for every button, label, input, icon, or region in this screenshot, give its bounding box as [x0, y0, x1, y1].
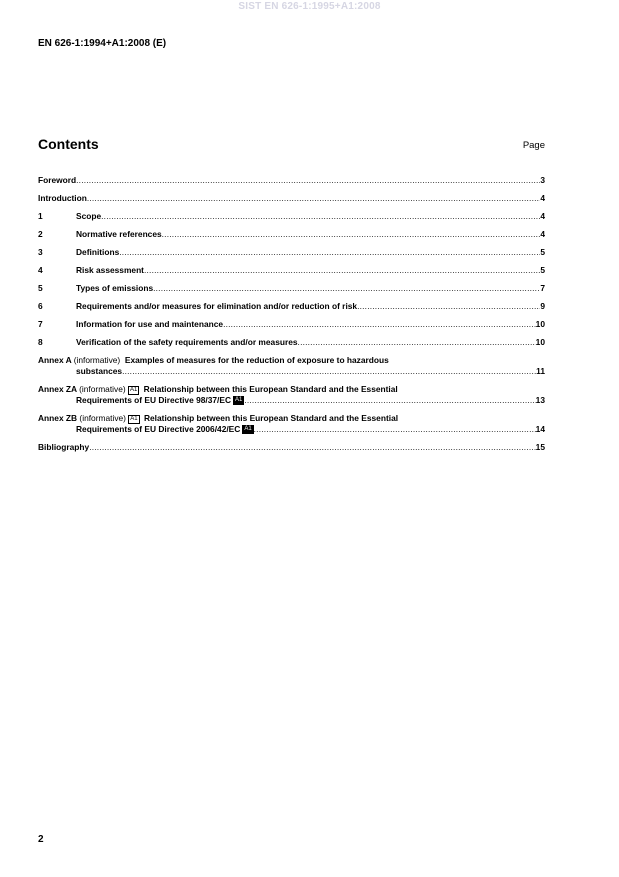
amendment-end-marker: A1 — [244, 426, 252, 432]
amendment-start-marker: A1 — [129, 386, 138, 393]
clause-number: 2 — [38, 229, 43, 239]
toc-title: Types of emissions — [76, 283, 154, 293]
dot-leader — [101, 211, 540, 222]
annex-type: (informative) — [73, 355, 121, 365]
dot-leader — [298, 337, 536, 348]
toc-page: 15 — [535, 441, 545, 452]
toc-page: 5 — [540, 265, 545, 275]
page-column-label: Page — [522, 140, 545, 151]
clause-number: 6 — [38, 301, 43, 311]
table-of-contents — [38, 175, 545, 460]
annex-title-line-2: Requirements of EU Directive 98/37/EC — [76, 394, 231, 405]
toc-page: 10 — [535, 337, 545, 347]
toc-entry-clause-3[interactable] — [38, 247, 545, 258]
dot-leader — [153, 283, 540, 294]
annex-label: Annex A — [38, 355, 72, 365]
dot-leader — [144, 265, 540, 276]
page-number: 2 — [38, 834, 44, 845]
contents-heading: Contents — [38, 136, 99, 152]
toc-entry-clause-8[interactable] — [38, 337, 545, 348]
toc-title: Introduction — [38, 193, 87, 203]
toc-page: 4 — [540, 193, 545, 203]
amendment-start-marker: A1 — [130, 415, 138, 422]
toc-page: 9 — [540, 301, 545, 311]
annex-title-line-1: Relationship between this European Standard and the Essential — [143, 383, 398, 394]
toc-title: Normative references — [76, 229, 162, 239]
annex-title-line-1: Examples of measures for the reduction of exposure to hazardous — [124, 355, 389, 365]
clause-number: 8 — [38, 337, 43, 347]
watermark: SIST EN 626-1:1995+A1:2008 — [238, 1, 381, 12]
toc-title: Foreword — [38, 175, 77, 185]
annex-label: Annex ZA — [38, 383, 77, 394]
dot-leader — [89, 442, 535, 453]
toc-page: 4 — [540, 229, 545, 239]
toc-page: 11 — [536, 365, 545, 376]
dot-leader — [119, 247, 540, 258]
toc-entry-clause-5[interactable] — [38, 283, 545, 294]
clause-number: 4 — [38, 265, 43, 275]
annex-title-line-2: Requirements of EU Directive 2006/42/EC — [76, 423, 241, 434]
toc-page: 14 — [535, 423, 545, 434]
toc-title: Scope — [76, 211, 102, 221]
toc-title: Verification of the safety requirements and/or measures — [76, 337, 298, 347]
annex-type: (informative) — [79, 383, 126, 394]
toc-page: 10 — [535, 319, 545, 329]
annex-title-line-2: substances — [76, 365, 123, 376]
toc-page: 3 — [540, 175, 545, 185]
dot-leader — [254, 424, 536, 435]
toc-title: Information for use and maintenance — [76, 319, 224, 329]
toc-title: Requirements and/or measures for elimination and/or reduction of risk — [76, 301, 358, 311]
toc-entry-annex-za[interactable] — [38, 384, 545, 406]
toc-entry-clause-6[interactable] — [38, 301, 545, 312]
toc-entry-clause-1[interactable] — [38, 211, 545, 222]
toc-page: 7 — [540, 283, 545, 293]
document-id: EN 626-1:1994+A1:2008 (E) — [38, 38, 167, 49]
toc-entry-clause-4[interactable] — [38, 265, 545, 276]
toc-page: 13 — [535, 394, 545, 405]
toc-page: 5 — [540, 247, 545, 257]
amendment-end-marker: A1 — [235, 397, 243, 403]
toc-entry-bibliography[interactable] — [38, 442, 545, 453]
toc-title: Definitions — [76, 247, 120, 257]
toc-page: 4 — [540, 211, 545, 221]
dot-leader — [357, 301, 540, 312]
annex-type: (informative) — [79, 412, 126, 423]
clause-number: 3 — [38, 247, 43, 257]
annex-title-line-1: Relationship between this European Standard and the Essential — [143, 412, 399, 423]
toc-entry-clause-7[interactable] — [38, 319, 545, 330]
dot-leader — [122, 366, 536, 377]
clause-number: 1 — [38, 211, 43, 221]
dot-leader — [162, 229, 541, 240]
dot-leader — [244, 395, 535, 406]
dot-leader — [87, 193, 540, 204]
clause-number: 7 — [38, 319, 43, 329]
toc-entry-clause-2[interactable] — [38, 229, 545, 240]
toc-entry-annex-a[interactable] — [38, 355, 545, 376]
toc-entry-annex-zb[interactable] — [38, 413, 545, 435]
toc-title: Bibliography — [38, 441, 90, 452]
toc-entry-foreword[interactable] — [38, 175, 545, 186]
annex-label: Annex ZB — [38, 412, 78, 423]
toc-entry-introduction[interactable] — [38, 193, 545, 204]
toc-title: Risk assessment — [76, 265, 144, 275]
dot-leader — [223, 319, 536, 330]
clause-number: 5 — [38, 283, 43, 293]
dot-leader — [76, 175, 540, 186]
